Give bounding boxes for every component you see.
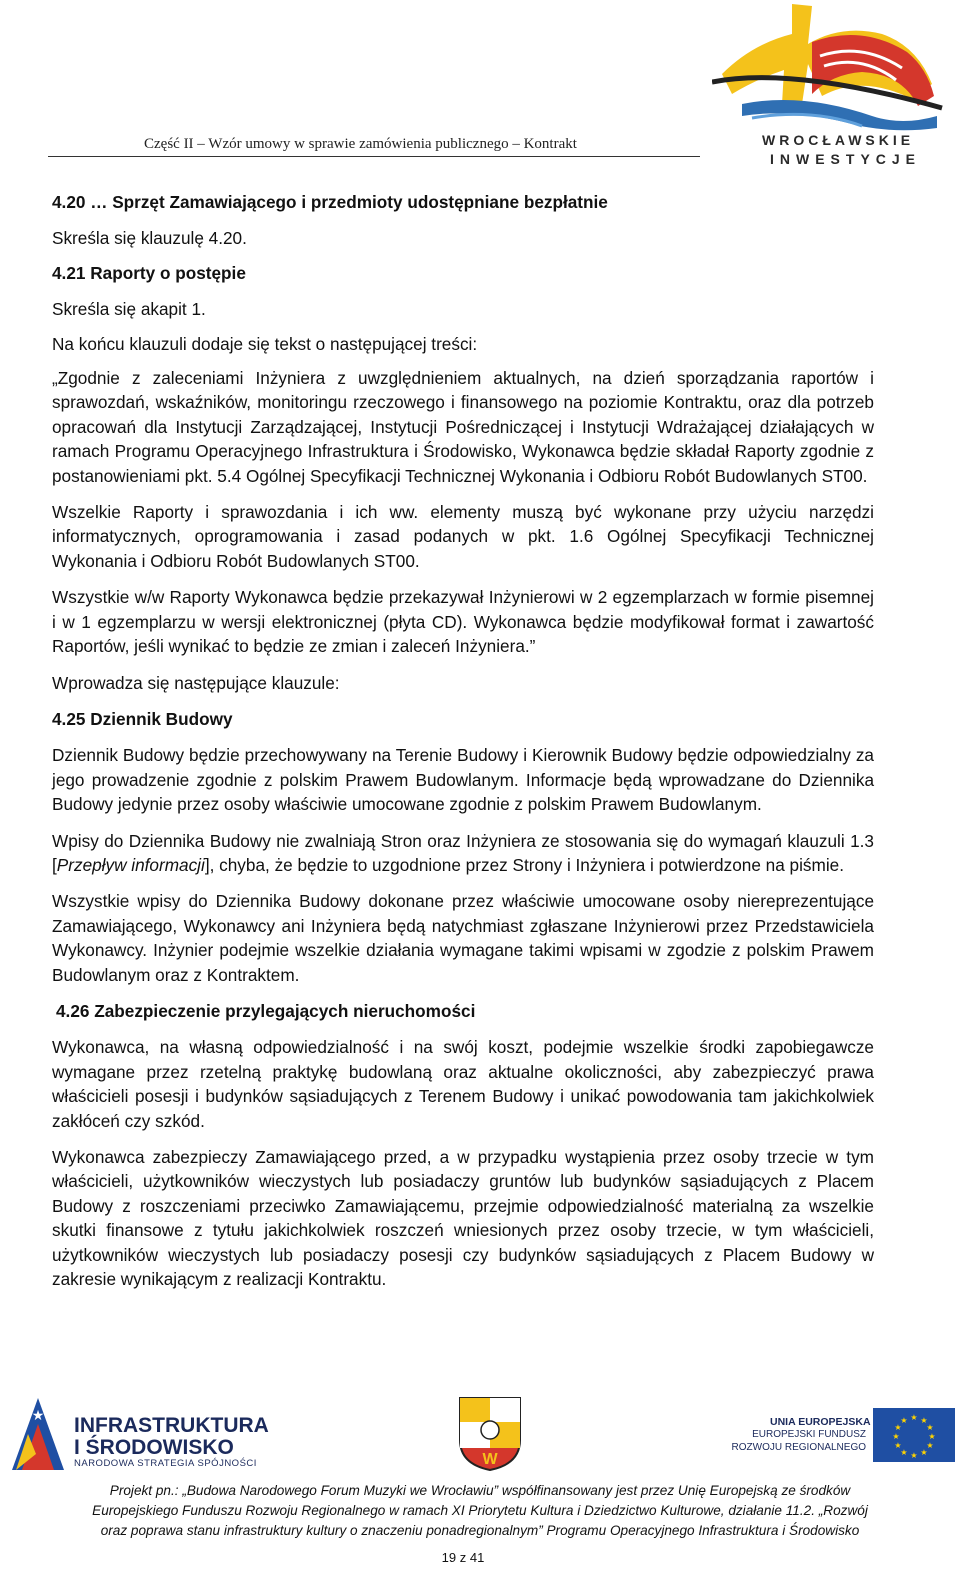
srodowisko-label: I ŚRODOWISKO: [74, 1436, 234, 1459]
ue-fund-label: EUROPEJSKI FUNDUSZ: [752, 1429, 866, 1440]
header-divider: [48, 156, 700, 157]
paragraph: Wszelkie Raporty i sprawozdania i ich ww. elementy muszą być wykonane przy użyciu narzędzi informatycznych, oprogramowania i zasad podanych w pkt. 1.6 Ogólnej Specyfikacji Technicznej Wykonania i Odbioru Robót Budowlanych ST00.: [52, 502, 874, 571]
coat-of-arms-icon: [458, 1396, 522, 1472]
svg-text:★: ★: [892, 1432, 900, 1441]
section-heading-4-20: 4.20 … Sprzęt Zamawiającego i przedmioty udostępniane bezpłatnie: [52, 192, 608, 212]
document-header-title: Część II – Wzór umowy w sprawie zamówienia publicznego – Kontrakt: [144, 136, 577, 152]
paragraph-text: Wpisy do Dziennika Budowy nie zwalniają Stron oraz Inżyniera ze stosowania się do wymagań klauzuli 1.3 [: [52, 830, 874, 875]
paragraph: Skreśla się akapit 1.: [52, 299, 206, 320]
project-note-line: Projekt pn.: „Budowa Narodowego Forum Muzyki we Wrocławiu” współfinansowany jest przez Unię Europejską ze środków: [109, 1483, 851, 1498]
infrastruktura-label: INFRASTRUKTURA: [74, 1414, 269, 1437]
paragraph: Skreśla się klauzulę 4.20.: [52, 228, 247, 249]
svg-text:★: ★: [910, 1413, 918, 1422]
paragraph: Wprowadza się następujące klauzule:: [52, 672, 340, 693]
wroclawskie-inwestycje-logo: [712, 4, 948, 168]
svg-text:★: ★: [894, 1441, 902, 1450]
svg-text:★: ★: [920, 1416, 928, 1425]
paragraph: „Zgodnie z zaleceniami Inżyniera z uwzględnieniem aktualnych, na dzień sporządzania raportów i sprawozdań, wskaźników, monitoringu rzeczowego i finansowego na poziomie Kontraktu, oraz dla potrzeb opracowań dla Instytucji Zarządzającej, Instytucji Pośredniczącej i Instytucji Wdrażającej działających w ramach Programu Operacyjnego Infrastruktura i Środowisko, Wykonawca będzie składał Raporty zgodnie z postanowieniami pkt. 5.4 Ogólnej Specyfikacji Technicznej Wykonania i Odbioru Robót Budowlanych ST00.: [52, 368, 874, 486]
ue-label: UNIA EUROPEJSKA: [770, 1416, 871, 1428]
svg-text:★: ★: [928, 1432, 936, 1441]
document-body: [52, 190, 874, 1303]
svg-text:★: ★: [926, 1423, 934, 1432]
page-number: 19 z 41: [441, 1550, 485, 1565]
clause-reference: Przepływ informacji: [56, 854, 205, 875]
section-heading-4-21: 4.21 Raporty o postępie: [52, 262, 246, 283]
strategia-label: NARODOWA STRATEGIA SPÓJNOŚCI: [74, 1458, 257, 1469]
svg-text:★: ★: [926, 1441, 934, 1450]
project-note-line: oraz poprawa stanu infrastruktury kultury o znaczeniu ponadregionalnym” Programu Operacyjnego Infrastruktura i Środowisko: [100, 1523, 860, 1538]
fundusze-europejskie-icon: [8, 1394, 68, 1474]
ue-regional-label: ROZWOJU REGIONALNEGO: [731, 1442, 866, 1453]
bridge-logo-icon: [712, 4, 948, 134]
project-note: [40, 1481, 920, 1541]
paragraph: Dziennik Budowy będzie przechowywany na Terenie Budowy i Kierownik Budowy będzie odpowiedzialny za jego prowadzenie zgodnie z polskim Prawem Budowlanym. Informacje będą wprowadzane do Dziennika Budowy jedynie przez osoby właściwie umocowane zgodnie z polskim Prawem Budowlanym.: [52, 745, 874, 815]
paragraph: Wykonawca zabezpieczy Zamawiającego przed, a w przypadku wystąpienia przez osoby trzecie w tym właścicieli, użytkowników wieczystych lub posiadaczy gruntów lub budynków sąsiadujących z Placem Budowy z roszczeniami przeciwko Zamawiającemu, przejmie odpowiedzialność materialną za wszelkie skutki finansowe z tytułu jakichkolwiek roszczeń wniesionych przez osoby trzecie, w tym właścicieli, użytkowników wieczystych lub posiadaczy posesji czy budynków sąsiadujących z Placem Budowy w zakresie wynikającym z realizacji Kontraktu.: [52, 1147, 874, 1290]
svg-text:★: ★: [900, 1448, 908, 1457]
footer-logos: [0, 1388, 960, 1478]
eu-flag-icon: [873, 1408, 955, 1462]
svg-text:★: ★: [910, 1451, 918, 1460]
paragraph-text: ], chyba, że będzie to uzgodnione przez Strony i Inżyniera i potwierdzone na piśmie.: [204, 854, 844, 875]
svg-text:W: W: [482, 1451, 498, 1468]
paragraph: Wszystkie wpisy do Dziennika Budowy dokonane przez właściwie umocowane osoby niereprezentujące Zamawiającego, Wykonawcy ani Inżyniera będą natychmiast zgłaszane Inżynierowi przez Przedstawiciela Wykonawcy. Inżynier podejmie wszelkie działania wymagane takimi wpisami w zgodzie z polskim Prawem Budowlanym oraz z Kontraktem.: [52, 891, 874, 985]
svg-text:★: ★: [894, 1423, 902, 1432]
paragraph-with-reference: [52, 829, 874, 878]
section-heading-4-25: 4.25 Dziennik Budowy: [52, 708, 233, 729]
svg-text:★: ★: [31, 1407, 45, 1423]
paragraph: Wszystkie w/w Raporty Wykonawca będzie przekazywał Inżynierowi w 2 egzemplarzach w formie pisemnej i w 1 egzemplarzu w wersji elektronicznej (płyta CD). Wykonawca będzie modyfikował format i zawartość Raportów, jeśli wynikać to będzie ze zmian i zaleceń Inżyniera.”: [52, 587, 874, 657]
logo-line-1: WROCŁAWSKIE: [762, 132, 915, 148]
svg-text:★: ★: [920, 1448, 928, 1457]
project-note-line: Europejskiego Funduszu Rozwoju Regionalnego w ramach XI Priorytetu Kultura i Dziedzictwo Kulturowe, działanie 11.2. „Rozwój: [92, 1503, 868, 1518]
paragraph: Na końcu klauzuli dodaje się tekst o następującej treści:: [52, 333, 478, 354]
paragraph: Wykonawca, na własną odpowiedzialność i na swój koszt, podejmie wszelkie środki zapobiegawcze wymagane przez rzetelną praktykę budowlaną oraz aktualne okoliczności, aby zabezpieczyć prawa właścicieli posesji i budynków sąsiadujących z Terenem Budowy i unikać powodowania tam jakichkolwiek zakłóceń czy szkód.: [52, 1037, 874, 1131]
section-heading-4-26: 4.26 Zabezpieczenie przylegających nieruchomości: [56, 1000, 476, 1021]
logo-line-2: INWESTYCJE: [770, 151, 922, 167]
svg-text:★: ★: [900, 1416, 908, 1425]
